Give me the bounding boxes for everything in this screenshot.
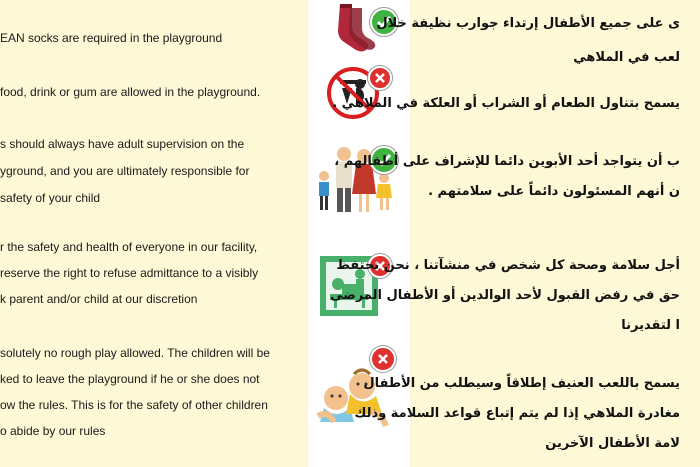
rule-5-en-line-4: o abide by our rules xyxy=(0,424,106,438)
rule-5-en-line-3: ow the rules. This is for the safety of other children xyxy=(0,398,268,412)
rule-4-ar-line-2: حق في رفض القبول لأحد الوالدين أو الأطفال المرضى xyxy=(330,288,680,303)
rule-2-ar-line-1: يسمح بتناول الطعام أو الشراب أو العلكة في الملاهي . xyxy=(332,96,680,111)
rule-5-ar-line-2: مغادرة الملاهي إذا لم يتم إتباع قواعد السلامة وذلك xyxy=(354,406,680,421)
icon-column xyxy=(308,0,410,467)
rule-3-en-line-2: yground, and you are ultimately responsible for xyxy=(0,164,250,178)
rule-3-ar-line-2: ن أنهم المسئولون دائماً على سلامتهم . xyxy=(428,184,680,199)
rule-4-en-line-1: r the safety and health of everyone in our facility, xyxy=(0,240,258,254)
rule-1-en-line-1: EAN socks are required in the playground xyxy=(0,31,223,45)
rule-5-en-line-2: ked to leave the playground if he or she does not xyxy=(0,372,260,386)
rule-3-ar-line-1: ب أن يتواجد أحد الأبوين دائما للإشراف على أطفالهم ، xyxy=(334,154,680,169)
rule-4-ar-line-1: أجل سلامة وصحة كل شخص في منشآتنا ، نحن نحتفظ xyxy=(336,258,680,273)
family-supervision-icon xyxy=(316,142,406,214)
prohibited-cross-icon xyxy=(370,346,396,372)
rule-2-en-line-1: food, drink or gum are allowed in the playground. xyxy=(0,85,261,99)
rule-3-en-line-1: s should always have adult supervision on the xyxy=(0,137,245,151)
english-rules-panel xyxy=(0,0,308,467)
rule-5-ar-line-1: يسمح باللعب العنيف إطلاقاً وسيطلب من الأطفال xyxy=(363,376,680,391)
rule-1-ar-line-1: ى على جميع الأطفال إرتداء جوارب نظيفة خلال xyxy=(376,16,680,31)
rule-1-ar-line-2: لعب في الملاهي xyxy=(573,50,680,65)
rule-3-en-line-3: safety of your child xyxy=(0,191,101,205)
rule-4-en-line-2: reserve the right to refuse admittance to a visibly xyxy=(0,266,259,280)
arabic-rules-panel xyxy=(330,0,700,467)
rule-5-en-line-1: solutely no rough play allowed. The children will be xyxy=(0,346,270,360)
prohibited-cross-icon xyxy=(368,66,392,90)
rule-4-ar-line-3: ا لتقديرنا xyxy=(621,318,680,333)
rule-4-en-line-3: k parent and/or child at our discretion xyxy=(0,292,198,306)
rule-5-ar-line-3: لامة الأطفال الآخرين xyxy=(545,436,680,451)
